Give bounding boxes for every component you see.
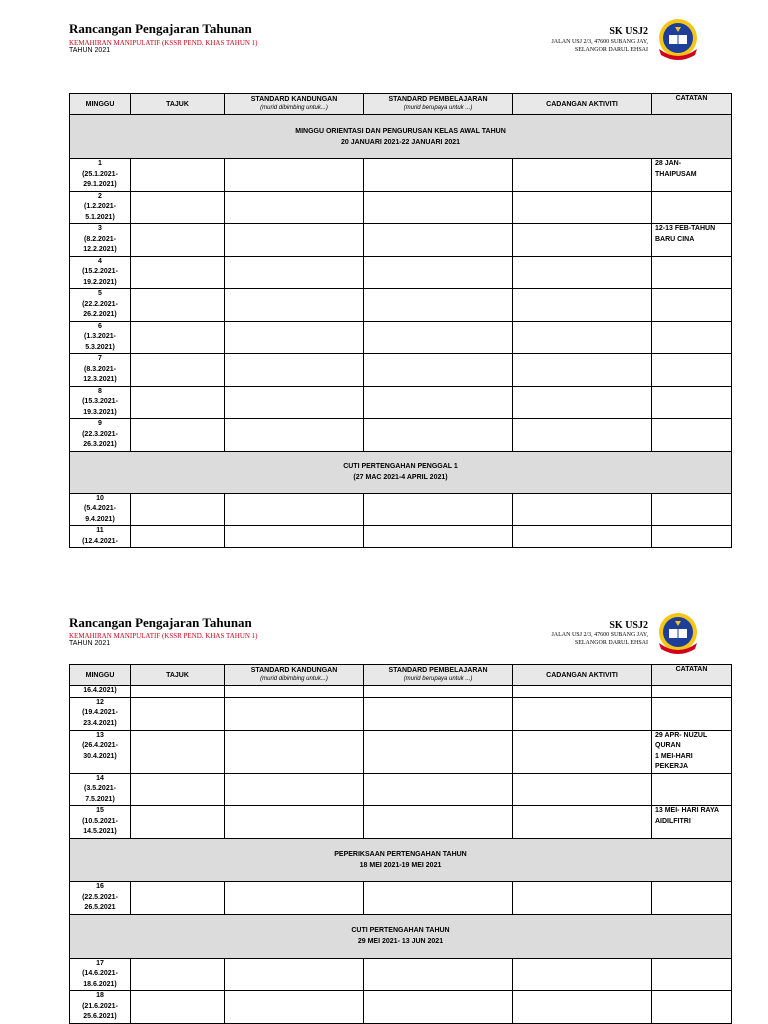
week-end: 18.6.2021)	[83, 980, 117, 988]
banner-line-1: PEPERIKSAAN PERTENGAHAN TAHUN	[334, 851, 467, 858]
table-row	[70, 386, 732, 419]
week-cell	[70, 191, 131, 224]
catatan-cell	[652, 354, 732, 387]
week-start: (15.2.2021-	[82, 268, 118, 275]
week-cell	[70, 354, 131, 387]
week-end: 26.3.2021)	[83, 441, 117, 448]
col-minggu: MINGGU	[70, 94, 131, 115]
school-name: SK USJ2	[609, 26, 648, 37]
school-logo-icon	[655, 17, 701, 63]
week-start: (22.2.2021-	[82, 300, 118, 308]
note-line: THAIPUSAM	[655, 170, 697, 178]
week-end: 9.4.2021)	[85, 515, 115, 523]
table-row	[70, 806, 732, 839]
col-standard-kandungan	[225, 94, 364, 115]
doc-subtitle: KEMAHIRAN MANIPULATIF (KSSR PEND. KHAS TAHUN 1)	[69, 39, 258, 47]
table-header-row	[70, 94, 732, 115]
week-cell	[70, 256, 131, 289]
week-cell: 16.4.2021)	[70, 686, 131, 698]
week-cell	[70, 321, 131, 354]
week-end: 25.6.2021)	[83, 1013, 117, 1020]
week-start: (1.3.2021-	[84, 333, 116, 340]
schedule-table-2	[69, 664, 732, 1024]
table-row	[70, 191, 732, 224]
col-sk-sub: (murid dibimbing untuk...)	[260, 676, 328, 682]
banner-line-2: 29 MEI 2021- 13 JUN 2021	[357, 938, 444, 945]
table-row	[70, 730, 732, 773]
note-line: 12-13 FEB-TAHUN	[655, 225, 716, 232]
table-header-row	[70, 665, 732, 686]
table-row	[70, 991, 732, 1024]
table-row	[70, 697, 732, 730]
col-sp-label: STANDARD PEMBELAJARAN	[388, 96, 488, 103]
col-sk-sub: (murid dibimbing untuk...)	[260, 105, 328, 111]
note-line: 1 MEI-HARI	[655, 752, 693, 760]
note-line: BARU CINA	[655, 235, 695, 243]
week-number: 1	[98, 160, 102, 167]
table-row	[70, 686, 732, 698]
week-number: 14	[96, 774, 104, 782]
col-tajuk: TAJUK	[131, 94, 225, 115]
week-end: 5.1.2021)	[85, 213, 115, 221]
col-sp-label: STANDARD PEMBELAJARAN	[388, 667, 488, 674]
week-cell	[70, 224, 131, 257]
col-cadangan-aktiviti: CADANGAN AKTIVITI	[513, 94, 652, 115]
col-catatan: CATATAN	[652, 94, 732, 115]
week-start: (8.3.2021-	[84, 365, 116, 373]
col-cadangan-aktiviti: CADANGAN AKTIVITI	[513, 665, 652, 686]
week-number: 15	[96, 807, 104, 814]
catatan-cell	[652, 806, 732, 839]
table-row	[70, 958, 732, 991]
banner-line-2: (27 MAC 2021-4 APRIL 2021)	[353, 474, 448, 481]
week-start: (21.6.2021-	[82, 1002, 118, 1010]
note-line: QURAN	[655, 742, 681, 749]
banner-line-2: 20 JANUARI 2021-22 JANUARI 2021	[340, 138, 461, 146]
week-end: 5.3.2021)	[85, 343, 115, 351]
week-number: 3	[98, 225, 102, 232]
week-end: 14.5.2021)	[83, 828, 117, 835]
col-tajuk: TAJUK	[131, 665, 225, 686]
doc-year: TAHUN 2021	[69, 47, 111, 54]
catatan-cell	[652, 191, 732, 224]
doc-year: TAHUN 2021	[69, 640, 111, 647]
week-cell	[70, 958, 131, 991]
week-cell	[70, 882, 131, 915]
catatan-cell	[652, 386, 732, 419]
week-end: 19.2.2021)	[83, 278, 117, 286]
school-address	[551, 631, 648, 647]
page-2	[0, 600, 768, 1024]
col-catatan: CATATAN	[652, 665, 732, 686]
note-line: 13 MEI- HARI RAYA	[655, 807, 720, 814]
week-number: 6	[98, 322, 102, 330]
week-number: 18	[96, 992, 104, 999]
banner-line-1: CUTI PERTENGAHAN PENGGAL 1	[343, 463, 458, 470]
doc-title: Rancangan Pengajaran Tahunan	[69, 615, 252, 630]
col-sk-label: STANDARD KANDUNGAN	[250, 667, 338, 674]
table-row	[70, 354, 732, 387]
table-row	[70, 882, 732, 915]
col-standard-pembelajaran	[364, 94, 513, 115]
week-number: 16	[96, 883, 104, 890]
week-start: (26.4.2021-	[82, 742, 118, 749]
week-start: (8.2.2021-	[84, 235, 116, 243]
address-line-2: SELANGOR DARUL EHSAI	[574, 640, 648, 646]
table-row	[70, 773, 732, 806]
table-row	[70, 159, 732, 192]
week-start: (1.2.2021-	[84, 203, 116, 210]
school-logo-icon	[655, 611, 701, 657]
catatan-cell	[652, 419, 732, 452]
banner-peperiksaan	[70, 839, 732, 882]
week-start: (10.5.2021-	[82, 817, 118, 825]
week-end: 29.1.2021)	[83, 181, 117, 188]
week-number: 17	[96, 959, 104, 967]
week-start: (12.4.2021-	[82, 537, 118, 545]
week-number: 7	[98, 355, 102, 362]
week-start: (19.4.2021-	[82, 709, 118, 716]
catatan-cell	[652, 256, 732, 289]
note-line: PEKERJA	[655, 763, 689, 770]
week-number: 12	[96, 698, 104, 706]
week-start: (22.5.2021-	[82, 893, 118, 901]
week-cell	[70, 730, 131, 773]
school-name: SK USJ2	[609, 620, 648, 631]
banner-line-2: 18 MEI 2021-19 MEI 2021	[359, 862, 442, 869]
week-end: 30.4.2021)	[83, 752, 117, 760]
week-end: 26.2.2021)	[83, 311, 117, 318]
week-end: 12.3.2021)	[83, 376, 117, 383]
week-cell	[70, 697, 131, 730]
week-end: 7.5.2021)	[85, 795, 115, 803]
week-end: 12.2.2021)	[83, 246, 117, 253]
table-row	[70, 289, 732, 322]
address-line-2: SELANGOR DARUL EHSAI	[574, 47, 648, 53]
schedule-table-1	[69, 93, 732, 548]
week-start: (25.1.2021-	[82, 170, 118, 178]
week-number: 11	[96, 527, 104, 534]
week-start: (15.3.2021-	[82, 398, 118, 405]
address-line-1: JALAN USJ 2/3, 47600 SUBANG JAY,	[551, 39, 648, 45]
table-row	[70, 526, 732, 548]
col-sp-sub: (murid berupaya untuk ...)	[403, 105, 473, 111]
week-number: 5	[98, 290, 102, 297]
week-cell	[70, 991, 131, 1024]
catatan-cell	[652, 159, 732, 192]
catatan-cell	[652, 730, 732, 773]
week-cell	[70, 289, 131, 322]
note-line: AIDILFITRI	[655, 817, 691, 825]
school-address	[551, 38, 648, 54]
col-standard-pembelajaran	[364, 665, 513, 686]
table-row	[70, 419, 732, 452]
catatan-cell	[652, 224, 732, 257]
week-number: 10	[96, 494, 104, 502]
week-cell	[70, 493, 131, 526]
table-row	[70, 493, 732, 526]
week-number: 13	[96, 731, 104, 739]
table-row	[70, 224, 732, 257]
banner-line-1: MINGGU ORIENTASI DAN PENGURUSAN KELAS AWAL TAHUN	[295, 127, 506, 135]
doc-title: Rancangan Pengajaran Tahunan	[69, 21, 252, 36]
col-standard-kandungan	[225, 665, 364, 686]
week-cell	[70, 773, 131, 806]
week-start: (14.6.2021-	[82, 970, 118, 977]
week-start: (22.3.2021-	[82, 430, 118, 438]
banner-line-1: CUTI PERTENGAHAN TAHUN	[351, 927, 450, 934]
table-row	[70, 321, 732, 354]
col-sp-sub: (murid berupaya untuk ...)	[403, 676, 473, 682]
week-cell	[70, 806, 131, 839]
doc-subtitle: KEMAHIRAN MANIPULATIF (KSSR PEND. KHAS TAHUN 1)	[69, 632, 258, 640]
week-end: 26.5.2021	[84, 904, 116, 911]
week-start: (3.5.2021-	[84, 785, 116, 792]
week-number: 4	[98, 257, 102, 265]
col-minggu: MINGGU	[70, 665, 131, 686]
banner-cuti-pertengahan-tahun	[70, 914, 732, 958]
week-number: 9	[98, 420, 102, 427]
note-line: 28 JAN-	[655, 160, 682, 167]
catatan-cell	[652, 321, 732, 354]
week-cell	[70, 159, 131, 192]
banner-orientasi	[70, 115, 732, 159]
banner-cuti-penggal-1	[70, 451, 732, 493]
week-cell	[70, 386, 131, 419]
table-row	[70, 256, 732, 289]
week-number: 8	[98, 387, 102, 395]
week-cell	[70, 419, 131, 452]
col-sk-label: STANDARD KANDUNGAN	[250, 96, 338, 103]
address-line-1: JALAN USJ 2/3, 47600 SUBANG JAY,	[551, 632, 648, 638]
week-start: (5.4.2021-	[84, 505, 116, 512]
week-cell	[70, 526, 131, 548]
week-number: 2	[98, 192, 102, 200]
catatan-cell	[652, 289, 732, 322]
note-line: 29 APR- NUZUL	[655, 731, 708, 739]
week-end: 23.4.2021)	[83, 719, 117, 727]
week-end: 19.3.2021)	[83, 408, 117, 416]
